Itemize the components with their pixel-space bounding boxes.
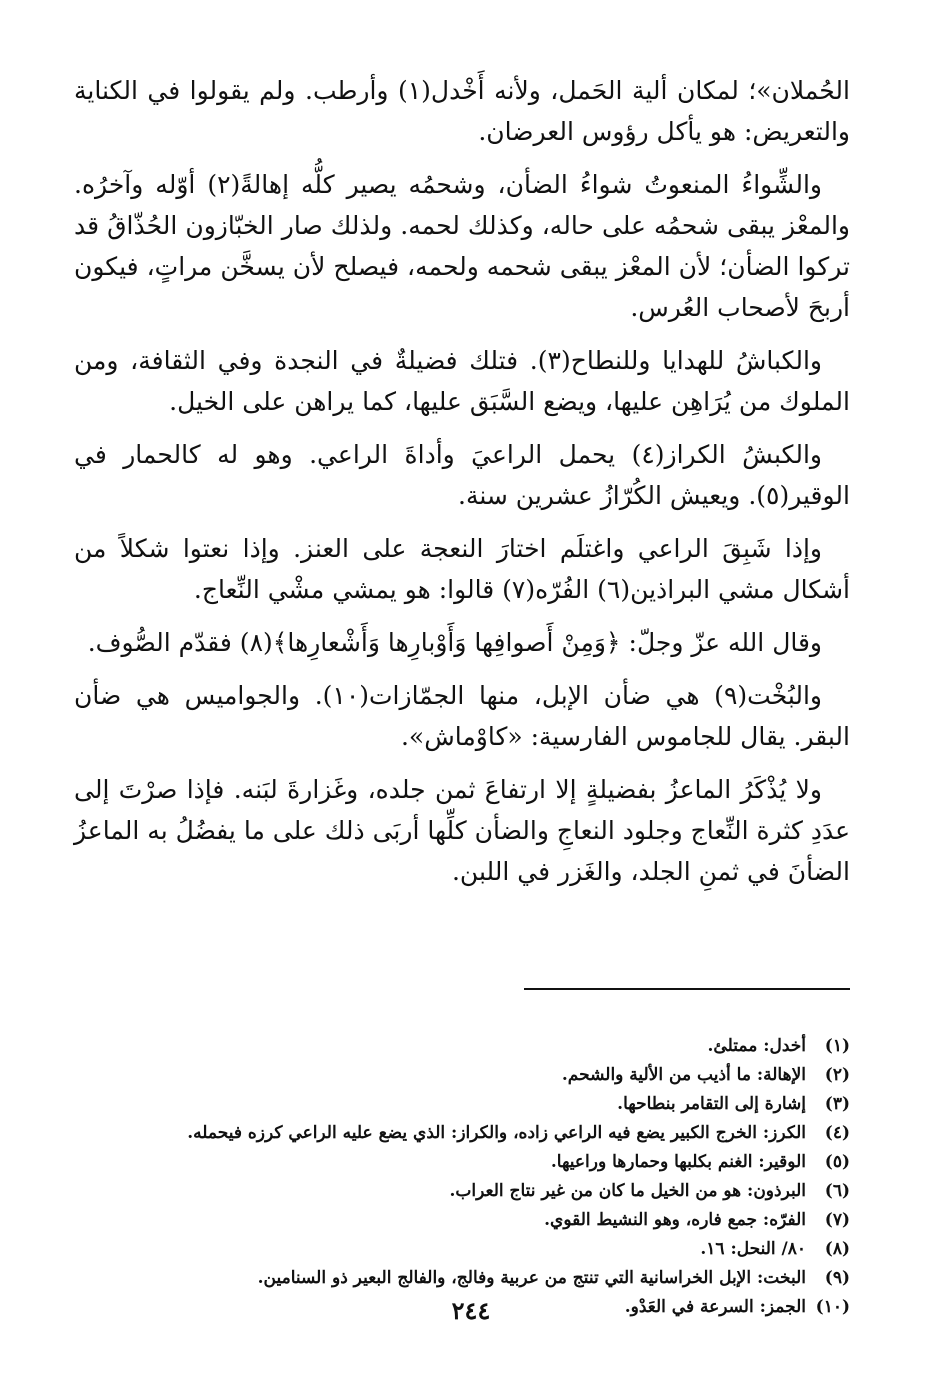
footnote-text: البرذون: هو من الخيل ما كان من غير نتاج العراب. bbox=[449, 1181, 806, 1201]
footnote bbox=[74, 1148, 850, 1177]
footnote bbox=[74, 1206, 850, 1235]
footnote-text: أخدل: ممتلئ. bbox=[707, 1036, 806, 1056]
footnote-number: (١٠) bbox=[815, 1297, 850, 1317]
paragraph: ولا يُذْكَرُ الماعزُ بفضيلةٍ إلا ارتفاعَ ثمن جلده، وغَزارةَ لبَنه. فإذا صرْتَ إلى عدَدِ كثرة النِّعاج وجلود النعاجِ والضأن كلِّها أربَى ذلك على ما يفضُلُ به الماعزُ الضأنَ في ثمنِ الجلد، والغَزر في اللبن. bbox=[74, 775, 850, 886]
footnote-number: (١) bbox=[824, 1036, 850, 1056]
footnote-number: (٢) bbox=[824, 1065, 850, 1085]
paragraph: الحُملان»؛ لمكان ألية الحَمل، ولأنه أَخْدل(١) وأرطب. ولم يقولوا في الكناية والتعريض: هو يأكل رؤوس العرضان. bbox=[74, 76, 850, 146]
footnote bbox=[74, 1177, 850, 1206]
footnotes bbox=[74, 1032, 850, 1322]
footnote-text: ٨٠/ النحل: ١٦. bbox=[700, 1239, 806, 1259]
footnote-number: (٤) bbox=[824, 1123, 850, 1143]
footnote-text: إشارة إلى التقامر بنطاحها. bbox=[617, 1094, 806, 1114]
footnote-text: البخت: الإبل الخراسانية التي تنتج من عربية وفالج، والفالج البعير ذو السنامين. bbox=[257, 1268, 806, 1288]
separator-line bbox=[524, 988, 850, 990]
footnote-number: (٣) bbox=[824, 1094, 850, 1114]
footnote-text: الكرز: الخرج الكبير يضع فيه الراعي زاده، والكراز: الذي يضع عليه الراعي كرزه فيحمله. bbox=[187, 1123, 806, 1143]
main-text bbox=[74, 70, 850, 892]
footnote-number: (٥) bbox=[824, 1152, 850, 1172]
footnote bbox=[74, 1090, 850, 1119]
footnote-separator bbox=[74, 988, 850, 990]
footnote-text: الوقير: الغنم بكلبها وحمارها وراعيها. bbox=[550, 1152, 806, 1172]
footnote-number: (٨) bbox=[824, 1239, 850, 1259]
footnote-number: (٩) bbox=[824, 1268, 850, 1288]
paragraph: والبُخْت(٩) هي ضأن الإبل، منها الجمّازات(١٠). والجواميس هي ضأن البقر. يقال للجاموس الفارسية: «كاوْماش». bbox=[74, 681, 850, 751]
footnote-number: (٧) bbox=[824, 1210, 850, 1230]
footnote-text: الفرّه: جمع فاره، وهو النشيط القوي. bbox=[544, 1210, 806, 1230]
paragraph: والشِّواءُ المنعوتُ شواءُ الضأن، وشحمُه يصير كلُّه إهالةً(٢) أوّله وآخرُه. والمعْز يبقى شحمُه على حاله، وكذلك لحمه. ولذلك صار الخبّازون الحُذّاقُ قد تركوا الضأن؛ لأن المعْز يبقى شحمه ولحمه، فيصلح لأن يسخَّن مراتٍ، فيكون أربحَ لأصحاب العُرس. bbox=[74, 170, 850, 322]
footnote bbox=[74, 1235, 850, 1264]
page-number: ٢٤٤ bbox=[451, 1296, 491, 1325]
paragraph: وإذا شَبِقَ الراعي واغتلَم اختارَ النعجة على العنز. وإذا نعتوا شكلاً من أشكال مشي البراذين(٦) الفُرّه(٧) قالوا: هو يمشي مشْي النِّعاج. bbox=[74, 534, 850, 604]
footnote bbox=[74, 1032, 850, 1061]
footnote bbox=[74, 1264, 850, 1293]
paragraph: والكباشُ للهدايا وللنطاح(٣). فتلك فضيلةٌ في النجدة وفي الثقافة، ومن الملوك من يُرَاهِن عليها، ويضع السَّبَق عليها، كما يراهن على الخيل. bbox=[74, 346, 850, 416]
footnote-number: (٦) bbox=[824, 1181, 850, 1201]
footnote-text: الإهالة: ما أذيب من الألية والشحم. bbox=[561, 1065, 806, 1085]
footnote-text: الجمز: السرعة في العَدْو. bbox=[624, 1297, 806, 1317]
footnote bbox=[74, 1119, 850, 1148]
footnote bbox=[74, 1061, 850, 1090]
paragraph: والكبشُ الكراز(٤) يحمل الراعيَ وأداةَ الراعي. وهو له كالحمار في الوقير(٥). ويعيش الكُرّازُ عشرين سنة. bbox=[74, 440, 850, 510]
paragraph: وقال الله عزّ وجلّ: ﴿وَمِنْ أَصوافِها وَأَوْبارِها وَأَشْعارِها﴾(٨) فقدّم الصُّوف. bbox=[87, 628, 822, 657]
